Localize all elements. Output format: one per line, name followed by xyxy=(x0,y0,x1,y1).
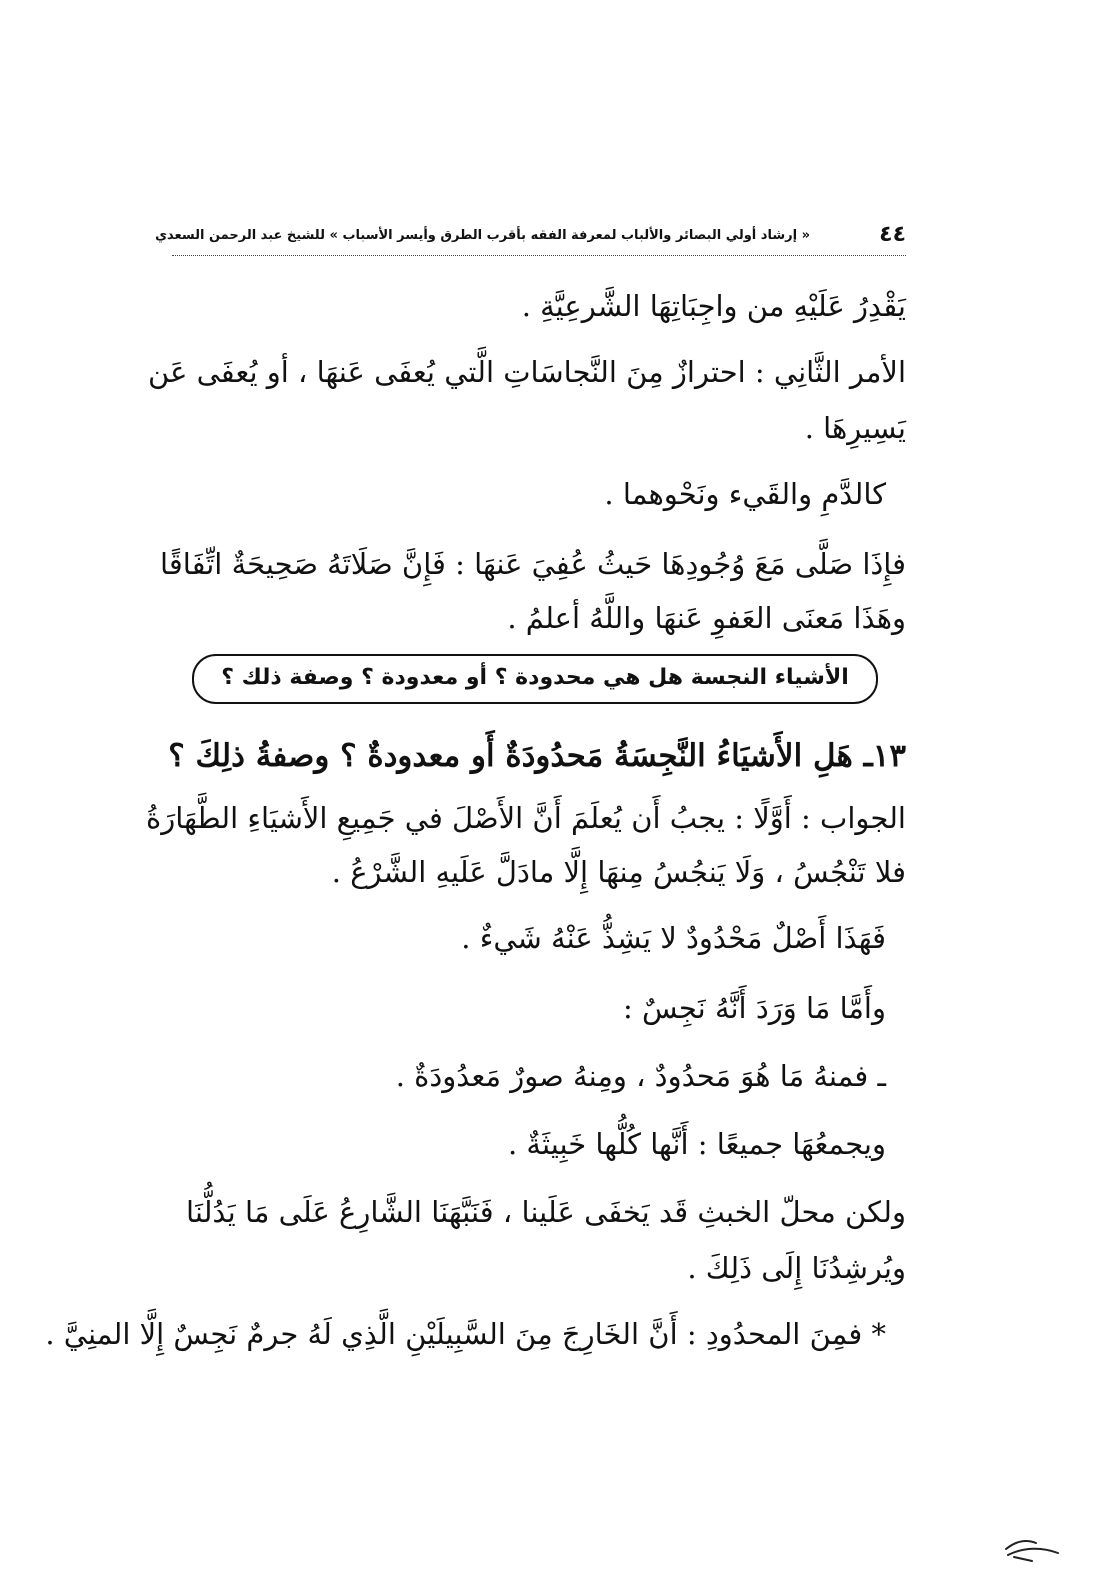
header-divider xyxy=(172,255,906,256)
text-line: فَهَذَا أَصْلٌ مَحْدُودٌ لا يَشِذُّ عَنْهُ شَيءٌ . xyxy=(461,921,886,955)
text-line: ـ فمنهُ مَا هُوَ مَحدُودٌ ، ومِنهُ صورٌ مَعدُودَةٌ . xyxy=(395,1059,886,1093)
text-line: ولكن محلّ الخبثِ قَد يَخفَى عَلَينا ، فَنَبَّهَنَا الشَّارِعُ عَلَى مَا يَدُلُّنَا xyxy=(186,1195,906,1229)
text-line: وهَذَا مَعنَى العَفوِ عَنهَا واللَّهُ أعلمُ . xyxy=(507,601,906,635)
scribble-mark-icon xyxy=(1002,1535,1062,1565)
running-header xyxy=(155,222,906,256)
text-line: وأَمَّا مَا وَرَدَ أَنَّهُ نَجِسٌ : xyxy=(622,991,886,1025)
text-line: كالدَّمِ والقَيء ونَحْوهما . xyxy=(604,477,886,511)
page-number: ٤٤ xyxy=(879,222,906,247)
text-line: ويُرشِدُنَا إِلَى ذَلِكَ . xyxy=(687,1251,906,1285)
text-line: يَقْدِرُ عَلَيْهِ من واجِبَاتِهَا الشَّرعِيَّةِ . xyxy=(521,289,906,323)
question-box: الأشياء النجسة هل هي محدودة ؟ أو معدودة ؟ وصفة ذلك ؟ xyxy=(192,654,878,704)
book-title: « إرشاد أولي البصائر والألباب لمعرفة الفقه بأقرب الطرق وأيسر الأسباب » للشيخ عبد الرحمن السعدي xyxy=(155,228,810,243)
text-line: الأمر الثَّانِي : احترازٌ مِنَ النَّجاسَاتِ الَّتي يُعفَى عَنهَا ، أو يُعفَى عَن xyxy=(148,355,906,389)
question-heading: ١٣ـ هَلِ الأَشيَاءُ النَّجِسَةُ مَحدُودَةٌ أَو معدودةٌ ؟ وصفةُ ذلِكَ ؟ xyxy=(168,738,906,774)
text-line: فلا تَنْجُسُ ، وَلَا يَنجُسُ مِنهَا إِلَّا مادَلَّ عَلَيهِ الشَّرْعُ . xyxy=(331,855,906,889)
text-line: * فمِنَ المحدُودِ : أَنَّ الخَارِجَ مِنَ السَّبِيلَيْنِ الَّذِي لَهُ جرمٌ نَجِسٌ إِلَّا المنِيَّ . xyxy=(45,1317,886,1351)
text-line: يَسِيرِهَا . xyxy=(804,411,906,445)
text-line: فإِذَا صَلَّى مَعَ وُجُودِهَا حَيثُ عُفِيَ عَنهَا : فَإِنَّ صَلَاتَهُ صَحِيحَةٌ اتِّفَاقًا xyxy=(160,547,906,581)
text-line: ويجمعُهَا جميعًا : أَنَّها كُلُّها خَبِيثَةٌ . xyxy=(508,1127,886,1161)
text-line: الجواب : أَوَّلًا : يجبُ أَن يُعلَمَ أَنَّ الأَصْلَ في جَمِيعِ الأَشيَاءِ الطَّهَارَةُ xyxy=(146,801,906,835)
